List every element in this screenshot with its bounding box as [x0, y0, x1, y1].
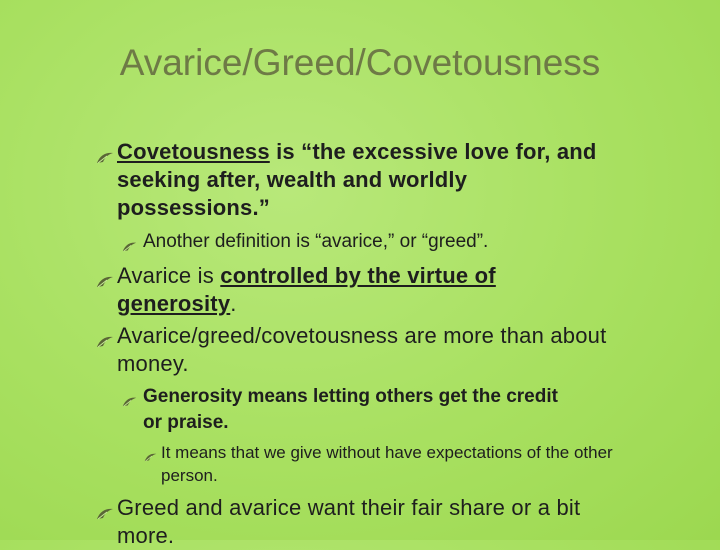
leaf-bullet-icon — [144, 446, 157, 469]
leaf-bullet-icon — [122, 235, 137, 261]
slide-title: Avarice/Greed/Covetousness — [119, 42, 601, 83]
leaf-bullet-icon — [96, 500, 114, 528]
sub-bullet-definition — [122, 229, 622, 255]
avarice-prefix: Avarice is — [117, 263, 221, 288]
leaf-bullet-icon — [96, 328, 114, 356]
fair-share-text: Greed and avarice want their fair share or a bit more. — [117, 495, 581, 548]
definition-text: Another definition is “avarice,” or “greed”. — [143, 231, 489, 252]
expectations-text: It means that we give without have expectations of the other person. — [161, 443, 613, 485]
covetousness-term: Covetousness — [117, 139, 270, 164]
sub-bullet-generosity — [122, 384, 572, 436]
bullet-fair-share — [96, 494, 616, 550]
generosity-text: Generosity means letting others get the credit or praise. — [143, 386, 558, 433]
bullet-more-than-money — [96, 322, 616, 378]
more-than-money-text: Avarice/greed/covetousness are more than about money. — [117, 323, 607, 376]
generosity-link: controlled by the virtue of generosity — [117, 263, 496, 316]
covetousness-definition: is “the excessive love for, and seeking after, wealth and worldly possessions.” — [117, 139, 597, 220]
leaf-bullet-icon — [122, 390, 137, 416]
sub-sub-bullet-expectations — [144, 441, 624, 487]
leaf-bullet-icon — [96, 268, 114, 296]
leaf-bullet-icon — [96, 144, 114, 172]
avarice-suffix: . — [230, 291, 237, 316]
bullet-avarice — [96, 262, 616, 318]
bullet-covetousness — [96, 138, 616, 222]
